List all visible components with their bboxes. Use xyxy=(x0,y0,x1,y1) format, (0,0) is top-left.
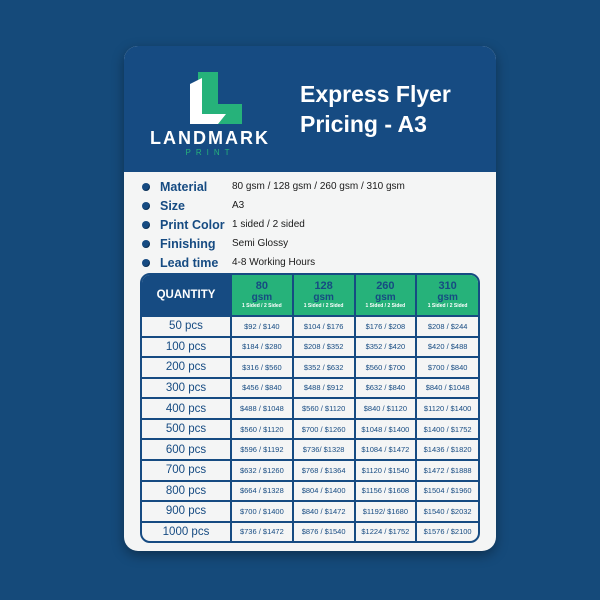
price-cell: $1400 / $1752 xyxy=(416,419,478,440)
pricing-table xyxy=(140,273,480,543)
price-cell: $700 / $1260 xyxy=(293,419,355,440)
price-cell: $1576 / $2100 xyxy=(416,522,478,541)
table-row xyxy=(142,337,478,358)
price-cell: $316 / $560 xyxy=(231,357,293,378)
table-row xyxy=(142,398,478,419)
quantity-cell: 50 pcs xyxy=(142,316,231,337)
price-cell: $1540 / $2032 xyxy=(416,501,478,522)
price-cell: $632 / $840 xyxy=(355,378,417,399)
spec-size xyxy=(142,196,405,215)
spec-lead-time xyxy=(142,253,405,272)
column-header-80gsm: 80 gsm 1 Sided / 2 Sided xyxy=(231,275,293,316)
price-cell: $736/ $1328 xyxy=(293,439,355,460)
table-row xyxy=(142,419,478,440)
quantity-cell: 800 pcs xyxy=(142,481,231,502)
table-row xyxy=(142,501,478,522)
price-cell: $208 / $244 xyxy=(416,316,478,337)
column-header-310gsm: 310 gsm 1 Sided / 2 Sided xyxy=(416,275,478,316)
quantity-cell: 1000 pcs xyxy=(142,522,231,541)
price-cell: $560 / $1120 xyxy=(231,419,293,440)
price-cell: $352 / $632 xyxy=(293,357,355,378)
price-cell: $1224 / $1752 xyxy=(355,522,417,541)
brand-name: LANDMARK xyxy=(150,128,270,148)
spec-finishing xyxy=(142,234,405,253)
price-cell: $92 / $140 xyxy=(231,316,293,337)
price-cell: $1048 / $1400 xyxy=(355,419,417,440)
price-cell: $488 / $1048 xyxy=(231,398,293,419)
price-cell: $736 / $1472 xyxy=(231,522,293,541)
spec-label: Finishing xyxy=(160,236,216,251)
price-cell: $104 / $176 xyxy=(293,316,355,337)
page-title xyxy=(300,79,490,139)
spec-value: Semi Glossy xyxy=(232,238,289,249)
price-cell: $840 / $1048 xyxy=(416,378,478,399)
table-row xyxy=(142,481,478,502)
spec-print-color xyxy=(142,215,405,234)
column-header-128gsm: 128 gsm 1 Sided / 2 Sided xyxy=(293,275,355,316)
bullet-icon xyxy=(142,259,150,267)
brand-subtitle: PRINT xyxy=(185,148,235,157)
quantity-cell: 300 pcs xyxy=(142,378,231,399)
price-cell: $700 / $1400 xyxy=(231,501,293,522)
price-cell: $596 / $1192 xyxy=(231,439,293,460)
landmark-logo-icon xyxy=(178,72,244,130)
price-cell: $1472 / $1888 xyxy=(416,460,478,481)
price-cell: $664 / $1328 xyxy=(231,481,293,502)
price-cell: $1156 / $1608 xyxy=(355,481,417,502)
spec-label: Material xyxy=(160,179,208,194)
price-cell: $488 / $912 xyxy=(293,378,355,399)
price-cell: $560 / $1120 xyxy=(293,398,355,419)
price-cell: $1504 / $1960 xyxy=(416,481,478,502)
price-cell: $456 / $840 xyxy=(231,378,293,399)
spec-label: Print Color xyxy=(160,217,225,232)
price-cell: $632 / $1260 xyxy=(231,460,293,481)
table-row xyxy=(142,316,478,337)
bullet-icon xyxy=(142,240,150,248)
price-cell: $1120 / $1400 xyxy=(416,398,478,419)
price-cell: $420 / $488 xyxy=(416,337,478,358)
price-cell: $176 / $208 xyxy=(355,316,417,337)
spec-label: Size xyxy=(160,198,186,213)
spec-value: 80 gsm / 128 gsm / 260 gsm / 310 gsm xyxy=(232,181,405,192)
spec-value: 1 sided / 2 sided xyxy=(232,219,305,230)
table-row xyxy=(142,460,478,481)
price-cell: $1192/ $1680 xyxy=(355,501,417,522)
spec-value: 4-8 Working Hours xyxy=(232,257,316,268)
price-cell: $1084 / $1472 xyxy=(355,439,417,460)
table-row xyxy=(142,522,478,541)
title-line-1: Express Flyer xyxy=(300,81,451,107)
bullet-icon xyxy=(142,183,150,191)
bullet-icon xyxy=(142,221,150,229)
pricing-card xyxy=(124,46,496,551)
table-row xyxy=(142,439,478,460)
quantity-cell: 700 pcs xyxy=(142,460,231,481)
price-cell: $184 / $280 xyxy=(231,337,293,358)
quantity-cell: 600 pcs xyxy=(142,439,231,460)
table-row xyxy=(142,357,478,378)
spec-value: A3 xyxy=(232,200,245,211)
quantity-cell: 400 pcs xyxy=(142,398,231,419)
table-header-row xyxy=(142,275,478,316)
quantity-cell: 200 pcs xyxy=(142,357,231,378)
price-cell: $208 / $352 xyxy=(293,337,355,358)
quantity-cell: 900 pcs xyxy=(142,501,231,522)
price-cell: $1436 / $1820 xyxy=(416,439,478,460)
price-cell: $804 / $1400 xyxy=(293,481,355,502)
spec-material xyxy=(142,177,405,196)
price-cell: $560 / $700 xyxy=(355,357,417,378)
price-cell: $840 / $1120 xyxy=(355,398,417,419)
price-cell: $876 / $1540 xyxy=(293,522,355,541)
quantity-cell: 100 pcs xyxy=(142,337,231,358)
price-cell: $768 / $1364 xyxy=(293,460,355,481)
price-cell: $352 / $420 xyxy=(355,337,417,358)
price-cell: $1120 / $1540 xyxy=(355,460,417,481)
bullet-icon xyxy=(142,202,150,210)
column-header-260gsm: 260 gsm 1 Sided / 2 Sided xyxy=(355,275,417,316)
quantity-cell: 500 pcs xyxy=(142,419,231,440)
price-cell: $840 / $1472 xyxy=(293,501,355,522)
card-header xyxy=(124,46,496,172)
spec-label: Lead time xyxy=(160,255,219,270)
title-line-2: Pricing - A3 xyxy=(300,111,427,137)
price-cell: $700 / $840 xyxy=(416,357,478,378)
quantity-header: QUANTITY xyxy=(142,275,231,316)
table-row xyxy=(142,378,478,399)
spec-list xyxy=(142,177,405,272)
